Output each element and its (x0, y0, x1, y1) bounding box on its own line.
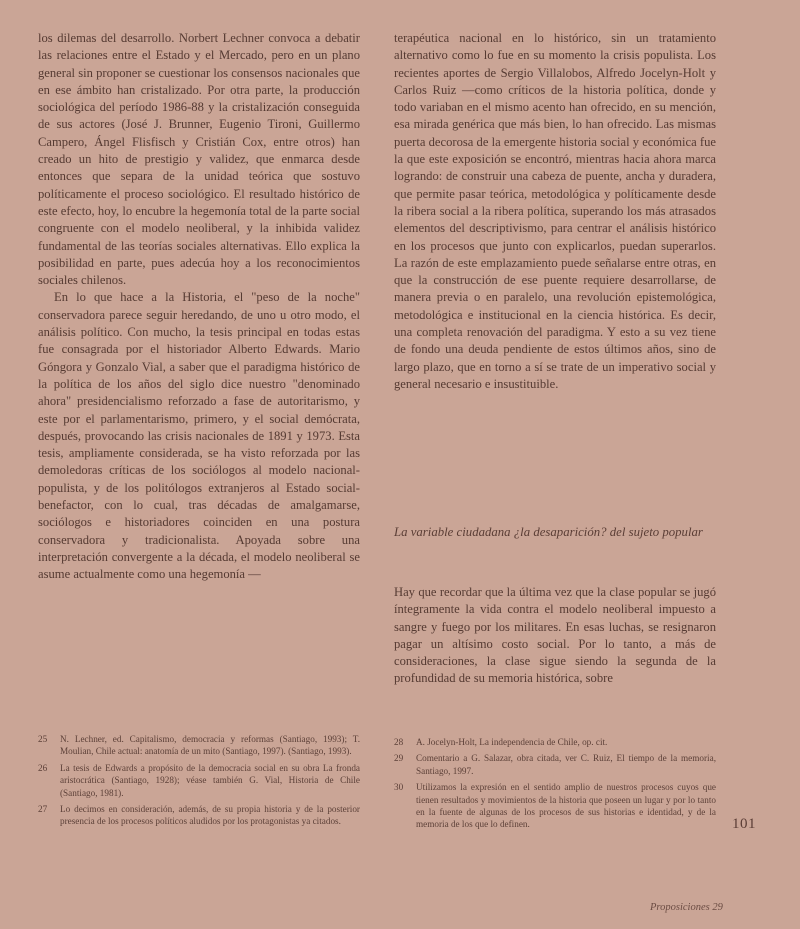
right-lower-paragraph-1: Hay que recordar que la última vez que la clase popular se jugó íntegramente la vida contra el modelo neoliberal impuesto a sangre y fuego por los militares. En esas luchas, se resignaron pagar un altísimo costo social. Por lo tanto, a más de consideraciones, la clase sigue siendo la segunda de la profundidad de su memoria histórica, sobre (394, 585, 716, 686)
left-paragraph-2: En lo que hace a la Historia, el "peso de la noche" conservadora parece seguir heredando, de uno u otro modo, el análisis político. Con mucho, la tesis principal en todas estas fue consagrada por el historiador Alberto Edwards. Mario Góngora y Gonzalo Vial, a saber que el paradigma histórico de la política de los años del siglo dice nuestro "denominado ahora" presidencialismo reforzado a fase de autoritarismo, y este por el parlamentarismo, primero, y el social demócrata, después, provocando las crisis nacionales de 1891 y 1973. Esta tesis, ampliamente considerada, se ha visto reforzada por las demoledoras críticas de los sociólogos al modelo nacional-populista, y de los politólogos extranjeros al Estado social-benefactor, con lo cual, tras décadas de amalgamarse, sociólogos e historiadores coinciden en una postura conservadora y tradicionalista. Apoyada sobre una interpretación convergente a la década, el modelo neoliberal se asume actualmente como una hegemonía — (38, 290, 360, 582)
footnote-number: 27 (38, 804, 48, 815)
footnote-number: 25 (38, 734, 48, 744)
footnote (394, 781, 716, 831)
section-heading: La variable ciudadana ¿la desaparición? del sujeto popular (394, 525, 703, 539)
running-footer: Proposiciones 29 (650, 902, 723, 913)
right-column-lower (394, 584, 716, 688)
footnote-text: N. Lechner, ed. Capitalismo, democracia y reformas (Santiago, 1993); T. Moulian, Chile actual: anatomía de un mito (Santiago, 1997). (Santiago, 1993). (60, 734, 360, 757)
footnote-text: Comentario a G. Salazar, obra citada, ver C. Ruiz, El tiempo de la memoria, Santiago, 1997. (416, 753, 716, 776)
footnote-text: Lo decimos en consideración, además, de su propia historia y de la posterior presencia de los procesos políticos aludidos por los protagonistas ya citados. (60, 804, 360, 827)
right-paragraph-1: terapéutica nacional en lo histórico, sin un tratamiento alternativo como lo fue en su momento la crisis populista. Los recientes aportes de Sergio Villalobos, Alfredo Jocelyn-Holt y Carlos Ruiz —como críticos de la historia política, donde y todo variaban en el mismo acento han ofrecido, en su mención, esa mirada genérica que más bien, lo han ofrecido. Las mismas puerta decorosa de la emergente historia social y económica fue la que este exposición se encontró, mientras hacia ahora marca logrando: de construir una cabeza de puente, ancha y duradera, que permite pasar teórica, metodológica y políticamente desde la ribera social a la ribera política, superando los más atrasados elementos del descriptivismo, para centrar el análisis histórico en los procesos que junto con explicarlos, puedan superarlos. La razón de este emplazamiento puede señalarse entre otras, en que la construcción de ese puente requiere desarrollarse, de manera previa o en paralelo, una revolución epistemológica, metodológica e institucional en la ciencia histórica. Es decir, una completa renovación del paradigma. Y esto a su vez tiene de fondo una deuda pendiente de estos últimos años, sino de largo plazo, que en torno a sí se trate de un imperativo social y general necesario e insustituible. (394, 31, 716, 391)
footnotes-right (394, 736, 716, 835)
footnote-text: La tesis de Edwards a propósito de la democracia social en su obra La fronda aristocrática (Santiago, 1928); véase también G. Vial, Historia de Chile (Santiago, 1981). (60, 762, 360, 798)
left-column (38, 30, 360, 584)
footnote (38, 762, 360, 799)
footnote-number: 30 (394, 782, 404, 793)
right-column (394, 30, 716, 393)
footnote (38, 803, 360, 828)
footnote-number: 28 (394, 737, 404, 747)
footnote-number: 26 (38, 762, 48, 773)
left-paragraph-1: los dilemas del desarrollo. Norbert Lechner convoca a debatir las relaciones entre el Estado y el Mercado, pero en un plano general sin proponer se cuestionar los consensos nacionales que en ese ámbito han cristalizado. Por otra parte, la producción sociológica del período 1986-88 y la cristalización conseguida de sus actores (José J. Brunner, Eugenio Tironi, Guillermo Campero, Ángel Flisfisch y Cristián Cox, entre otros) han creado un hito de prestigio y validez, que enmarca desde entonces que separa de la unidad teórica que sostuvo políticamente el proceso sociológico. El resultado histórico de este efecto, hoy, lo encubre la hegemonía total de la parte social congruente con el modelo neoliberal, y la inhibida validez fundamental de las teorías sociales alternativas. Ello explica la posibilidad en parte, pues adecúa hoy a los reconocimientos sociales chilenos. (38, 31, 360, 288)
footnote-number: 29 (394, 753, 404, 764)
footnote (394, 752, 716, 777)
footnote-text: A. Jocelyn-Holt, La independencia de Chile, op. cit. (416, 737, 608, 747)
page-number: 101 (732, 816, 756, 832)
footnotes-left (38, 733, 360, 832)
footnote (38, 733, 360, 758)
footnote (394, 736, 716, 748)
footnote-text: Utilizamos la expresión en el sentido amplio de nuestros procesos cuyos que tienen resultados y movimientos de la historia que poseen un lugar y por lo tanto en la fuente de algunas de los procesos de sus historias e identidad, y de la memoria de los que lo definen. (416, 782, 716, 830)
